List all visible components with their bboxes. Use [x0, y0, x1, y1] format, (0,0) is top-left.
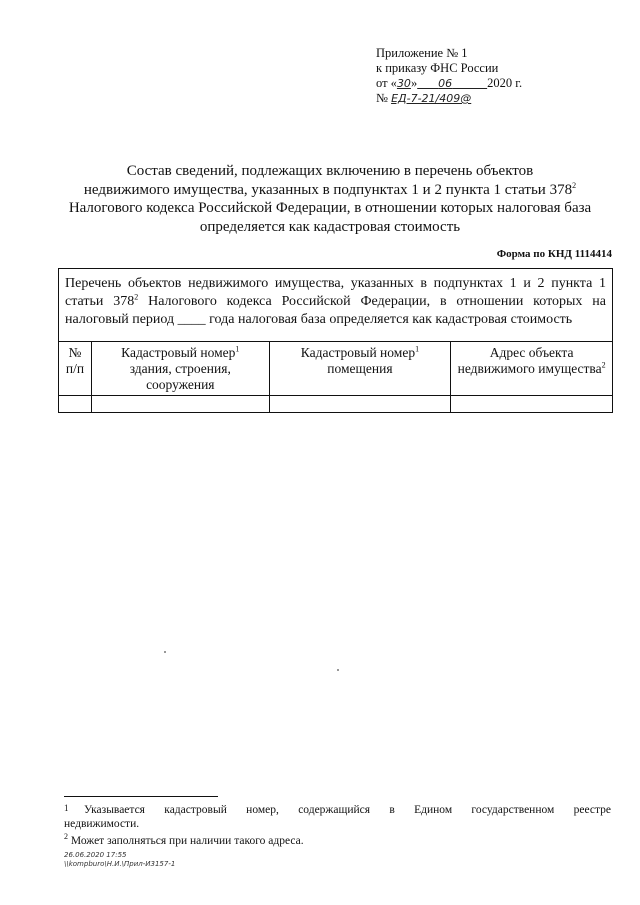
footnote-2-number: 2: [64, 832, 68, 842]
scan-speck: [164, 651, 166, 653]
col-premises-cadastral-header: Кадастровый номер$^1$ помещения: [269, 342, 451, 396]
annex-number: № ЕД-7-21/409@: [376, 91, 472, 105]
table-cell: [269, 396, 451, 413]
col-number-header: № п/п: [59, 342, 92, 396]
annex-number-value: ЕД-7-21/409@: [391, 92, 472, 105]
document-title: Состав сведений, подлежащих включению в перечень объектов недвижимого имущества, указанных в подпунктах 1 и 2 пункта 1 статьи $378^2$ Налогового кодекса Российской Федерации, в отношении которых налоговая база определяется как кадастровая стоимость: [68, 163, 592, 235]
annex-block: [376, 46, 522, 106]
annex-month: 06: [438, 77, 453, 90]
table-cell: [91, 396, 269, 413]
annex-title: Приложение № 1: [376, 46, 468, 60]
table-cell: [59, 396, 92, 413]
annex-order-ref: к приказу ФНС России: [376, 61, 499, 75]
table-header-row: [59, 342, 613, 396]
file-stamp: 26.06.2020 17:55 \\kompburo\Н.И.\Прил-И3157-1: [64, 851, 176, 868]
table-cell: [451, 396, 613, 413]
footnote-2: $^2$ Может заполняться при наличии такого адреса.: [64, 832, 304, 847]
footnote-1-number: 1: [64, 803, 69, 813]
table-row: [59, 396, 613, 413]
footnote-1: 1 Указывается кадастровый номер, содержащийся в Едином государственном реестре недвижимости.: [64, 803, 611, 830]
annex-date: от «30» 06 2020 г.: [376, 76, 523, 90]
annex-year: 2020 г.: [487, 76, 523, 90]
col-building-cadastral-header: Кадастровый номер$^1$ здания, строения, сооружения: [91, 342, 269, 396]
footnote-separator: [64, 796, 218, 797]
annex-day: 30: [396, 77, 411, 90]
form-code: Форма по КНД 1114414: [496, 248, 612, 260]
objects-table: [58, 341, 613, 413]
col-address-header: Адрес объекта недвижимого имущества$^2$: [451, 342, 613, 396]
scan-speck: [337, 669, 339, 671]
list-header-box: Перечень объектов недвижимого имущества, указанных в подпунктах 1 и 2 пункта 1 статьи $378^2$ Налогового кодекса Российской Федерации, в отношении которых на налоговый период ____ года налоговая база определяется как кадастровая стоимость: [58, 268, 613, 342]
